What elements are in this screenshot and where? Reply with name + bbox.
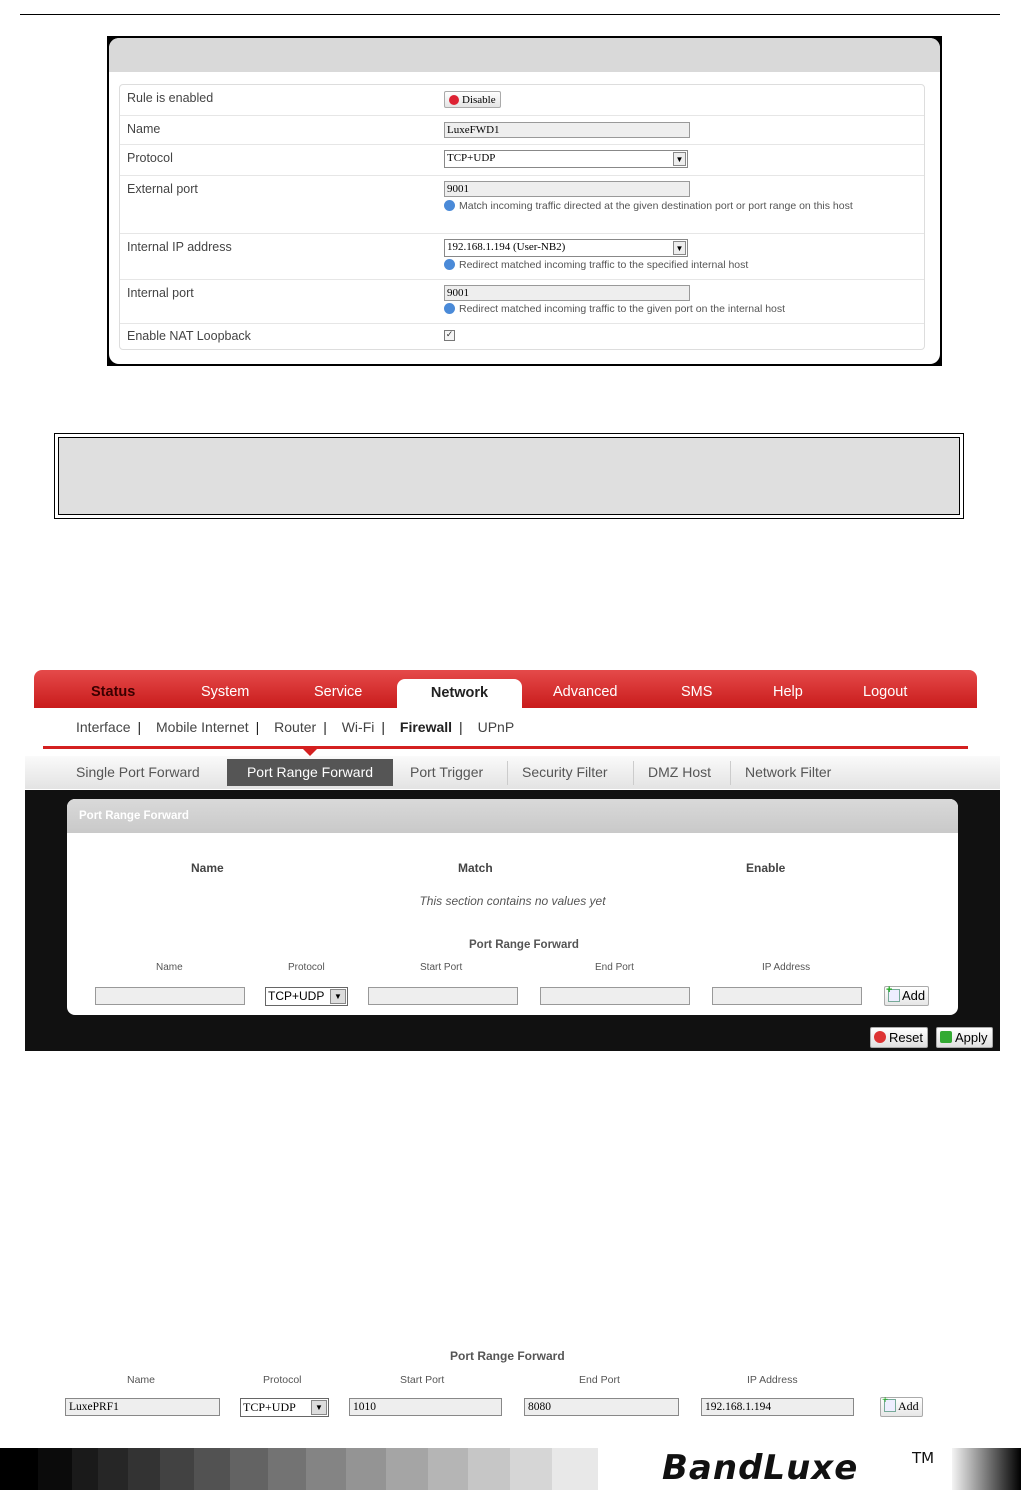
tab-port-range-forward[interactable]: Port Range Forward xyxy=(227,759,393,786)
menu-tab-system[interactable]: System xyxy=(201,684,250,700)
name-input[interactable]: LuxeFWD1 xyxy=(444,122,690,138)
add-col-protocol: Protocol xyxy=(288,962,325,973)
internal-port-input[interactable]: 9001 xyxy=(444,285,690,301)
nat-loopback-checkbox[interactable]: ✓ xyxy=(445,330,454,340)
external-port-hint: Match incoming traffic directed at the given destination port or port range on this host xyxy=(444,200,904,213)
nat-loopback-label: Enable NAT Loopback xyxy=(127,329,251,343)
row-external-port xyxy=(120,176,924,234)
firewall-tabs xyxy=(25,756,1000,789)
disable-icon xyxy=(449,95,459,105)
tab-port-trigger[interactable]: Port Trigger xyxy=(410,764,484,780)
empty-message: This section contains no values yet xyxy=(419,894,606,908)
card-title: Port Range Forward xyxy=(67,799,958,833)
network-subnav: Interface | Mobile Internet | Router | Wi-Fi | Firewall | UPnP xyxy=(76,719,515,735)
filled-protocol-value: TCP+UDP xyxy=(243,1400,296,1414)
subnav-upnp[interactable]: UPnP xyxy=(477,719,515,735)
add-ip-address-input[interactable] xyxy=(712,987,862,1005)
note-box xyxy=(54,433,964,519)
row-nat-loopback xyxy=(120,324,924,349)
tab-network-filter[interactable]: Network Filter xyxy=(745,764,832,780)
row-rule-enabled xyxy=(120,85,924,116)
filled-col-name: Name xyxy=(127,1374,156,1386)
col-header-match: Match xyxy=(458,861,493,875)
disable-label: Disable xyxy=(462,93,496,106)
external-port-label: External port xyxy=(127,182,198,196)
filled-name-input[interactable]: LuxePRF1 xyxy=(65,1398,220,1416)
row-name xyxy=(120,116,924,145)
tab-security-filter[interactable]: Security Filter xyxy=(522,764,608,780)
subnav-divider xyxy=(43,746,968,749)
trademark-mark: TM xyxy=(912,1449,935,1467)
subnav-router[interactable]: Router xyxy=(274,719,317,735)
col-header-enable: Enable xyxy=(746,861,786,875)
protocol-value: TCP+UDP xyxy=(447,152,496,164)
port-range-forward-card xyxy=(67,799,958,1015)
add-col-name: Name xyxy=(156,962,183,973)
info-icon xyxy=(444,303,455,314)
router-ui-screenshot xyxy=(25,668,1000,1051)
protocol-select[interactable] xyxy=(444,150,688,168)
chevron-down-icon[interactable]: ▼ xyxy=(673,241,686,255)
add-end-port-input[interactable] xyxy=(540,987,690,1005)
apply-label: Apply xyxy=(955,1030,988,1045)
chevron-down-icon[interactable]: ▼ xyxy=(330,989,346,1004)
filled-start-port-input[interactable]: 1010 xyxy=(349,1398,502,1416)
rule-form-table xyxy=(119,84,925,350)
filled-col-start-port: Start Port xyxy=(400,1374,445,1386)
info-icon xyxy=(444,200,455,211)
filled-col-end-port: End Port xyxy=(579,1374,620,1386)
chevron-down-icon[interactable]: ▼ xyxy=(311,1400,327,1415)
subnav-firewall[interactable]: Firewall xyxy=(399,719,453,735)
internal-port-label: Internal port xyxy=(127,286,194,300)
bandluxe-logo: BandLuxe xyxy=(662,1448,859,1488)
active-caret-icon xyxy=(303,749,317,756)
name-label: Name xyxy=(127,122,161,136)
page-top-rule xyxy=(20,14,1000,15)
row-internal-port xyxy=(120,280,924,324)
internal-ip-label: Internal IP address xyxy=(127,240,232,254)
chevron-down-icon[interactable]: ▼ xyxy=(673,152,686,166)
rule-edit-header xyxy=(109,38,940,72)
subnav-interface[interactable]: Interface xyxy=(76,719,131,735)
filled-ip-address-input[interactable]: 192.168.1.194 xyxy=(701,1398,854,1416)
filled-form-title: Port Range Forward xyxy=(450,1349,565,1363)
reset-button[interactable] xyxy=(870,1027,928,1048)
menu-tab-logout[interactable]: Logout xyxy=(863,684,908,700)
col-header-name: Name xyxy=(191,861,224,875)
filled-end-port-input[interactable]: 8080 xyxy=(524,1398,679,1416)
filled-add-button[interactable] xyxy=(880,1397,923,1417)
add-icon xyxy=(888,989,900,1002)
menu-tab-help[interactable]: Help xyxy=(773,684,803,700)
subnav-mobile-internet[interactable]: Mobile Internet xyxy=(156,719,249,735)
internal-ip-hint: Redirect matched incoming traffic to the specified internal host xyxy=(444,259,904,272)
add-col-start-port: Start Port xyxy=(420,962,463,973)
menu-tab-sms[interactable]: SMS xyxy=(681,684,713,700)
add-section-title: Port Range Forward xyxy=(469,939,579,951)
disable-button[interactable] xyxy=(444,91,501,108)
filled-protocol-select[interactable] xyxy=(240,1398,329,1417)
external-port-input[interactable]: 9001 xyxy=(444,181,690,197)
menu-tab-service[interactable]: Service xyxy=(314,684,363,700)
row-internal-ip xyxy=(120,234,924,280)
filled-col-protocol: Protocol xyxy=(263,1374,302,1386)
footer-grayscale-bar xyxy=(0,1448,1021,1490)
apply-button[interactable] xyxy=(936,1027,993,1048)
add-col-end-port: End Port xyxy=(595,962,634,973)
internal-port-hint: Redirect matched incoming traffic to the given port on the internal host xyxy=(444,303,904,316)
subnav-wifi[interactable]: Wi-Fi xyxy=(341,719,375,735)
tab-dmz-host[interactable]: DMZ Host xyxy=(648,764,711,780)
rule-edit-panel xyxy=(107,36,942,366)
info-icon xyxy=(444,259,455,270)
menu-tab-status[interactable]: Status xyxy=(91,684,136,700)
rule-enabled-label: Rule is enabled xyxy=(127,91,214,105)
filled-add-label: Add xyxy=(898,1399,919,1413)
row-protocol xyxy=(120,145,924,176)
menu-tab-network[interactable]: Network xyxy=(397,679,522,709)
tab-single-port-forward[interactable]: Single Port Forward xyxy=(76,764,200,780)
protocol-label: Protocol xyxy=(127,151,173,165)
add-name-input[interactable] xyxy=(95,987,245,1005)
filled-col-ip-address: IP Address xyxy=(747,1374,798,1386)
reset-label: Reset xyxy=(889,1030,923,1045)
add-protocol-select[interactable] xyxy=(265,987,348,1006)
internal-ip-select[interactable] xyxy=(444,239,688,257)
main-menu-bar xyxy=(34,670,977,708)
add-col-ip-address: IP Address xyxy=(762,962,811,973)
reset-icon xyxy=(874,1031,886,1043)
menu-tab-advanced[interactable]: Advanced xyxy=(553,684,618,700)
internal-ip-value: 192.168.1.194 (User-NB2) xyxy=(447,241,566,253)
add-protocol-value: TCP+UDP xyxy=(268,989,325,1003)
apply-icon xyxy=(940,1031,952,1043)
add-button-label: Add xyxy=(902,988,926,1003)
add-button[interactable] xyxy=(884,986,929,1006)
add-start-port-input[interactable] xyxy=(368,987,518,1005)
add-icon xyxy=(884,1399,896,1412)
